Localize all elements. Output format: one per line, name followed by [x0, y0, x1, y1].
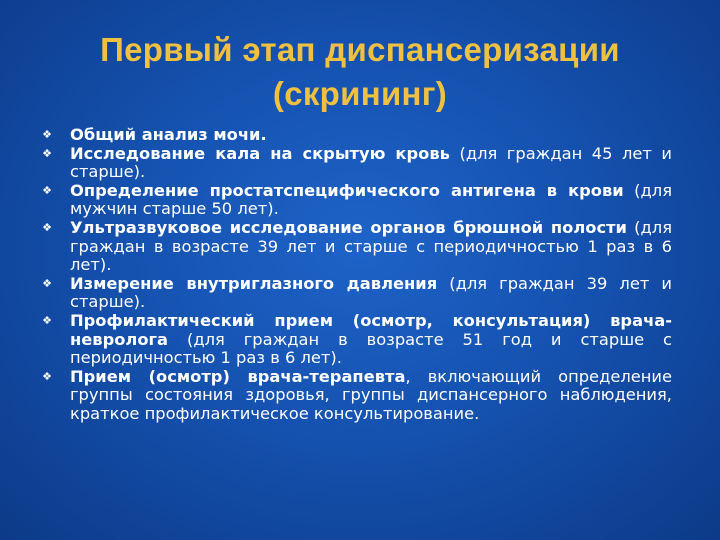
diamond-bullet-icon: ❖ [42, 276, 52, 290]
diamond-bullet-icon: ❖ [42, 146, 52, 160]
bullet-text: (для граждан 45 лет и старше). [70, 143, 672, 182]
bullet-bold-text: Измерение внутриглазного давления [70, 273, 438, 293]
list-item [40, 145, 672, 182]
list-item [40, 312, 672, 368]
bullet-list [40, 126, 672, 424]
bullet-bold-text: Ультразвуковое исследование органов брюшной полости [70, 217, 627, 237]
list-item [40, 275, 672, 312]
bullet-bold-text: Прием (осмотр) врача-терапевта [70, 366, 406, 386]
slide-title [40, 28, 680, 116]
bullet-text: , включающий определение группы состояния здоровья, группы диспансерного наблюдения, краткое профилактическое консультирование. [70, 366, 673, 423]
bullet-text: (для граждан в возрасте 51 год и старше с периодичностью 1 раз в 6 лет). [70, 329, 672, 368]
bullet-text: (для мужчин старше 50 лет). [70, 180, 672, 219]
list-item [40, 126, 672, 145]
diamond-bullet-icon: ❖ [42, 369, 52, 383]
bullet-bold-text: Определение простатспецифического антигена в крови [70, 180, 624, 200]
diamond-bullet-icon: ❖ [42, 183, 52, 197]
diamond-bullet-icon: ❖ [42, 313, 52, 327]
bullet-bold-text: Профилактический прием (осмотр, консультация) врача-невролога [70, 310, 672, 349]
bullet-text: (для граждан 39 лет и старше). [70, 273, 672, 312]
bullet-bold-text: Исследование кала на скрытую кровь [70, 143, 450, 163]
bullet-bold-text: Общий анализ мочи. [70, 125, 267, 144]
list-item [40, 182, 672, 219]
bullet-text: (для граждан в возрасте 39 лет и старше с периодичностью 1 раз в 6 лет). [70, 217, 672, 275]
list-item [40, 368, 672, 424]
list-item [40, 219, 672, 275]
slide-title-line-2: (скрининг) [272, 75, 448, 112]
diamond-bullet-icon: ❖ [42, 220, 52, 234]
diamond-bullet-icon: ❖ [42, 128, 52, 141]
slide-title-line-1: Первый этап диспансеризации [100, 31, 620, 68]
